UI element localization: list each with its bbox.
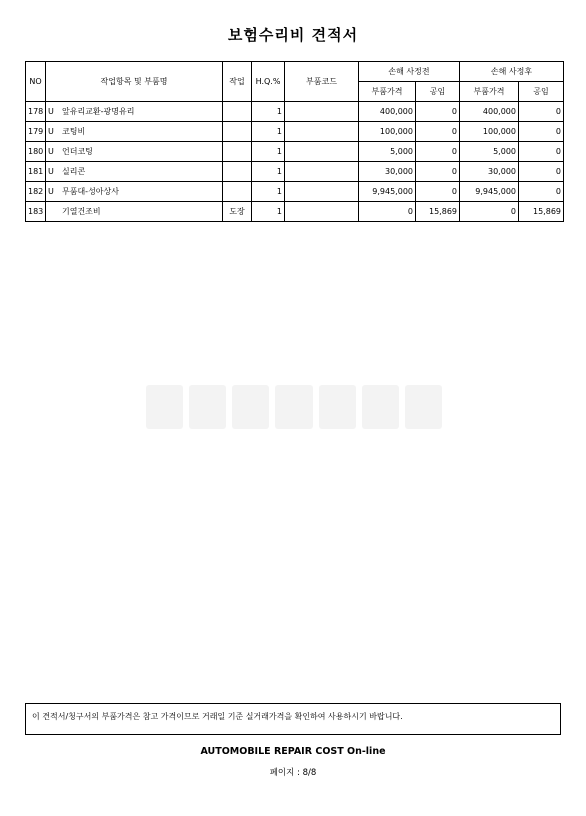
page-number: 페이지 : 8/8 [269,768,317,778]
row-no: 179 [26,122,46,142]
row-before-part-price: 100,000 [359,122,416,142]
row-item-name [46,142,223,162]
row-name: 앞유리교환-광명유리 [62,107,135,116]
row-flag: U [48,107,54,116]
row-no: 178 [26,102,46,122]
row-before-labor: 0 [416,142,460,162]
header-hq: H.Q.% [252,62,285,102]
table-row [26,142,564,162]
row-item-name [46,122,223,142]
row-item-name [46,162,223,182]
header-work: 작업 [223,62,252,102]
header-after-adjustment: 손해 사정후 [460,62,564,82]
row-after-labor: 0 [519,142,564,162]
row-name: 언더코팅 [62,147,93,156]
estimate-table [25,61,564,222]
row-name: 무품대-성아상사 [62,187,119,196]
row-no: 180 [26,142,46,162]
row-after-labor: 0 [519,162,564,182]
row-flag: U [48,147,54,156]
row-work [223,162,252,182]
row-after-part-price: 100,000 [460,122,519,142]
row-hq: 1 [252,122,285,142]
table-row [26,102,564,122]
row-before-part-price: 400,000 [359,102,416,122]
row-after-part-price: 400,000 [460,102,519,122]
row-part-code [285,142,359,162]
row-hq: 1 [252,102,285,122]
row-before-part-price: 30,000 [359,162,416,182]
table-row [26,202,564,222]
header-after-part-price: 부품가격 [460,82,519,102]
row-after-labor: 0 [519,182,564,202]
header-part-code: 부품코드 [285,62,359,102]
header-before-part-price: 부품가격 [359,82,416,102]
document-title: 보험수리비 견적서 [227,26,359,44]
table-row [26,182,564,202]
row-item-name [46,102,223,122]
row-flag: U [48,127,54,136]
row-work [223,122,252,142]
row-name: 기열건조비 [62,207,101,216]
row-part-code [285,162,359,182]
table-header [26,62,564,102]
row-before-labor: 0 [416,162,460,182]
row-after-labor: 0 [519,102,564,122]
row-name: 코팅비 [62,127,86,136]
row-before-labor: 0 [416,182,460,202]
row-before-part-price: 9,945,000 [359,182,416,202]
table-row [26,162,564,182]
row-name: 실리콘 [62,167,86,176]
header-after-labor: 공임 [519,82,564,102]
row-hq: 1 [252,142,285,162]
price-notice: 이 견적서/청구서의 부품가격은 참고 가격이므로 거래일 기준 실거래가격을 확인하여 사용하시기 바랍니다. [25,703,561,735]
row-part-code [285,122,359,142]
row-work [223,102,252,122]
row-before-labor: 15,869 [416,202,460,222]
row-hq: 1 [252,182,285,202]
row-hq: 1 [252,202,285,222]
row-hq: 1 [252,162,285,182]
row-after-part-price: 9,945,000 [460,182,519,202]
row-work [223,182,252,202]
header-no: NO [26,62,46,102]
row-item-name [46,182,223,202]
row-after-part-price: 0 [460,202,519,222]
footer-brand: AUTOMOBILE REPAIR COST On-line [200,746,386,757]
header-before-labor: 공임 [416,82,460,102]
row-before-part-price: 5,000 [359,142,416,162]
row-item-name [46,202,223,222]
row-part-code [285,202,359,222]
row-work [223,142,252,162]
header-item: 작업항목 및 부품명 [46,62,223,102]
row-after-part-price: 30,000 [460,162,519,182]
table-body [26,102,564,222]
row-flag: U [48,167,54,176]
row-after-labor: 15,869 [519,202,564,222]
row-before-labor: 0 [416,102,460,122]
row-flag: U [48,187,54,196]
row-before-labor: 0 [416,122,460,142]
row-work: 도장 [223,202,252,222]
watermark [146,385,442,429]
row-part-code [285,102,359,122]
row-no: 181 [26,162,46,182]
row-no: 183 [26,202,46,222]
row-before-part-price: 0 [359,202,416,222]
row-no: 182 [26,182,46,202]
row-after-part-price: 5,000 [460,142,519,162]
row-part-code [285,182,359,202]
table-row [26,122,564,142]
row-after-labor: 0 [519,122,564,142]
header-before-adjustment: 손해 사정전 [359,62,460,82]
